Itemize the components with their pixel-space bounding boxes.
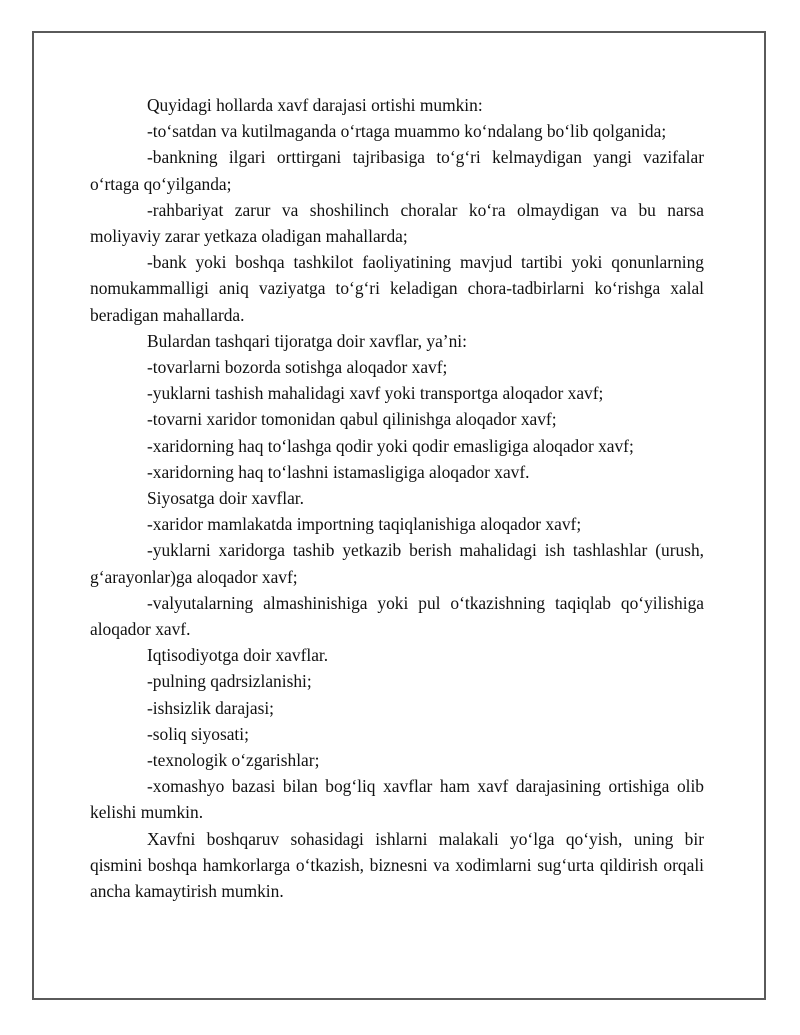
list-item: -xaridorning haq to‘lashni istamasligiga aloqador xavf.	[147, 461, 530, 482]
list-item: -xaridor mamlakatda importning taqiqlanishiga aloqador xavf;	[147, 514, 582, 535]
list-item: -ishsizlik darajasi;	[147, 697, 275, 718]
paragraph-economic-heading: Iqtisodiyotga doir xavflar.	[147, 645, 329, 666]
paragraph-intro: Quyidagi hollarda xavf darajasi ortishi mumkin:	[147, 95, 483, 115]
list-item: -bank yoki boshqa tashkilot faoliyatining mavjud tartibi yoki qonunlarning nomukammalligi aniq vaziyatga to‘g‘ri keladigan chora-tadbirlarni ko‘rishga xalal beradigan mahallarda.	[90, 252, 704, 325]
list-item: -xaridorning haq to‘lashga qodir yoki qodir emasligiga aloqador xavf;	[147, 435, 634, 456]
list-item: -texnologik o‘zgarishlar;	[147, 750, 320, 771]
list-item: -valyutalarning almashinishiga yoki pul o‘tkazishning taqiqlab qo‘yilishiga aloqador xavf.	[90, 592, 704, 640]
list-item: -bankning ilgari orttirgani tajribasiga to‘g‘ri kelmaydigan yangi vazifalar o‘rtaga qo‘yilganda;	[90, 147, 704, 194]
list-item: -rahbariyat zarur va shoshilinch choralar ko‘ra olmaydigan va bu narsa moliyaviy zarar yetkaza oladigan mahallarda;	[90, 199, 704, 247]
list-item: -pulning qadrsizlanishi;	[147, 671, 312, 692]
list-item: -tovarni xaridor tomonidan qabul qilinishga aloqador xavf;	[147, 409, 557, 430]
list-item: -tovarlarni bozorda sotishga aloqador xavf;	[147, 357, 448, 378]
list-item: -to‘satdan va kutilmaganda o‘rtaga muammo ko‘ndalang bo‘lib qolganida;	[147, 121, 667, 142]
list-item: -yuklarni tashish mahalidagi xavf yoki transportga aloqador xavf;	[147, 383, 604, 404]
list-item: -xomashyo bazasi bilan bog‘liq xavflar ham xavf darajasining ortishiga olib kelishi mumkin.	[90, 776, 704, 823]
list-item: -soliq siyosati;	[147, 723, 249, 744]
document-body	[90, 92, 704, 904]
paragraph-political-heading: Siyosatga doir xavflar.	[147, 488, 304, 509]
paragraph-commercial-heading: Bulardan tashqari tijoratga doir xavflar, ya’ni:	[147, 330, 467, 351]
list-item: -yuklarni xaridorga tashib yetkazib berish mahalidagi ish tashlashlar (urush, g‘arayonlar)ga aloqador xavf;	[90, 540, 704, 587]
paragraph-conclusion: Xavfni boshqaruv sohasidagi ishlarni malakali yo‘lga qo‘yish, uning bir qismini boshqa hamkorlarga o‘tkazish, biznesni va xodimlarni sug‘urta qildirish orqali ancha kamaytirish mumkin.	[90, 828, 704, 902]
